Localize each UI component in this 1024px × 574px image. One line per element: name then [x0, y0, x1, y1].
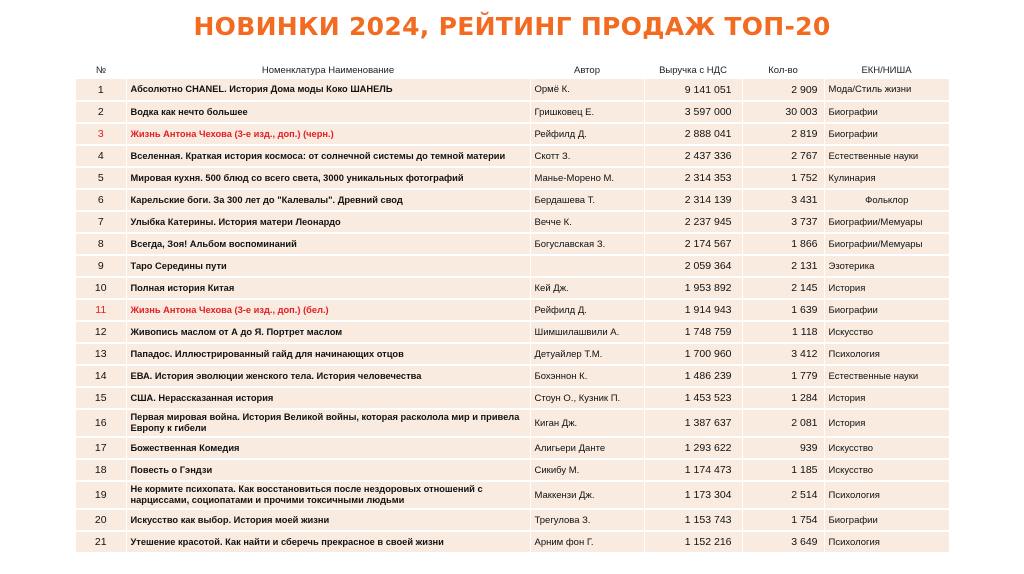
row-niche: Биографии	[824, 299, 949, 321]
row-number: 7	[76, 211, 126, 233]
row-number: 16	[76, 409, 126, 437]
row-quantity: 3 431	[742, 189, 824, 211]
row-title: Абсолютно CHANEL. История Дома моды Коко ШАНЕЛЬ	[126, 79, 530, 101]
row-number: 20	[76, 509, 126, 531]
page-title: НОВИНКИ 2024, РЕЙТИНГ ПРОДАЖ ТОП-20	[193, 12, 831, 41]
table-row	[76, 321, 949, 343]
row-revenue: 1 700 960	[644, 343, 742, 365]
row-title: Божественная Комедия	[126, 437, 530, 459]
row-quantity: 3 737	[742, 211, 824, 233]
row-niche: Биографии	[824, 123, 949, 145]
table-row	[76, 211, 949, 233]
table-row	[76, 145, 949, 167]
table-body	[76, 79, 949, 553]
row-author: Богуславская З.	[530, 233, 644, 255]
table-row	[76, 481, 949, 509]
row-author: Скотт З.	[530, 145, 644, 167]
row-title: Утешение красотой. Как найти и сберечь прекрасное в своей жизни	[126, 531, 530, 553]
row-quantity: 1 779	[742, 365, 824, 387]
row-number: 4	[76, 145, 126, 167]
row-author: Киган Дж.	[530, 409, 644, 437]
row-niche: История	[824, 387, 949, 409]
header-qty: Кол-во	[742, 62, 824, 79]
row-quantity: 2 514	[742, 481, 824, 509]
row-number: 17	[76, 437, 126, 459]
row-quantity: 1 284	[742, 387, 824, 409]
row-quantity: 2 909	[742, 79, 824, 101]
row-number: 12	[76, 321, 126, 343]
row-quantity: 1 118	[742, 321, 824, 343]
row-revenue: 2 174 567	[644, 233, 742, 255]
row-quantity: 1 639	[742, 299, 824, 321]
table-row	[76, 343, 949, 365]
row-revenue: 1 387 637	[644, 409, 742, 437]
row-author: Бохэннон К.	[530, 365, 644, 387]
table-row	[76, 233, 949, 255]
row-title: Мировая кухня. 500 блюд со всего света, 3000 уникальных фотографий	[126, 167, 530, 189]
row-number: 11	[76, 299, 126, 321]
row-author: Арним фон Г.	[530, 531, 644, 553]
row-number: 6	[76, 189, 126, 211]
row-revenue: 2 314 139	[644, 189, 742, 211]
row-revenue: 1 748 759	[644, 321, 742, 343]
row-author: Кей Дж.	[530, 277, 644, 299]
row-quantity: 2 145	[742, 277, 824, 299]
row-revenue: 1 153 743	[644, 509, 742, 531]
row-quantity: 939	[742, 437, 824, 459]
row-title: Жизнь Антона Чехова (3-е изд., доп.) (черн.)	[126, 123, 530, 145]
table-row	[76, 167, 949, 189]
row-quantity: 2 767	[742, 145, 824, 167]
row-title: Повесть о Гэндзи	[126, 459, 530, 481]
row-quantity: 2 081	[742, 409, 824, 437]
row-author: Стоун О., Кузник П.	[530, 387, 644, 409]
row-number: 1	[76, 79, 126, 101]
row-title: Таро Середины пути	[126, 255, 530, 277]
table-row	[76, 409, 949, 437]
table-row	[76, 387, 949, 409]
row-quantity: 2 819	[742, 123, 824, 145]
row-niche: Искусство	[824, 459, 949, 481]
row-revenue: 2 437 336	[644, 145, 742, 167]
row-revenue: 2 314 353	[644, 167, 742, 189]
row-author: Манье-Морено М.	[530, 167, 644, 189]
header-num: №	[76, 62, 126, 79]
row-revenue: 9 141 051	[644, 79, 742, 101]
row-title: Не кормите психопата. Как восстановиться после нездоровых отношений с нарциссами, социопатами и прочими токсичными людьми	[126, 481, 530, 509]
row-niche: Психология	[824, 343, 949, 365]
row-title: Вселенная. Краткая история космоса: от солнечной системы до темной материи	[126, 145, 530, 167]
row-number: 15	[76, 387, 126, 409]
row-revenue: 1 173 304	[644, 481, 742, 509]
row-number: 19	[76, 481, 126, 509]
row-title: Живопись маслом от А до Я. Портрет маслом	[126, 321, 530, 343]
row-title: Карельские боги. За 300 лет до "Калевалы". Древний свод	[126, 189, 530, 211]
header-niche: ЕКН/НИША	[824, 62, 949, 79]
row-author: Маккензи Дж.	[530, 481, 644, 509]
row-title: Полная история Китая	[126, 277, 530, 299]
row-author: Гришковец Е.	[530, 101, 644, 123]
row-title: Улыбка Катерины. История матери Леонардо	[126, 211, 530, 233]
row-title: Жизнь Антона Чехова (3-е изд., доп.) (бел.)	[126, 299, 530, 321]
row-number: 18	[76, 459, 126, 481]
row-niche: Психология	[824, 481, 949, 509]
row-title: Искусство как выбор. История моей жизни	[126, 509, 530, 531]
row-title: Пападос. Иллюстрированный гайд для начинающих отцов	[126, 343, 530, 365]
row-quantity: 1 754	[742, 509, 824, 531]
row-niche: Биографии/Мемуары	[824, 211, 949, 233]
row-author: Сикибу М.	[530, 459, 644, 481]
row-number: 14	[76, 365, 126, 387]
row-revenue: 1 486 239	[644, 365, 742, 387]
row-revenue: 1 453 523	[644, 387, 742, 409]
row-niche: Искусство	[824, 437, 949, 459]
row-author: Рейфилд Д.	[530, 123, 644, 145]
row-author	[530, 255, 644, 277]
header-name: Номенклатура Наименование	[126, 62, 530, 79]
table-row	[76, 365, 949, 387]
row-title: ЕВА. История эволюции женского тела. История человечества	[126, 365, 530, 387]
row-author: Детуайлер Т.М.	[530, 343, 644, 365]
table-row	[76, 437, 949, 459]
row-revenue: 2 237 945	[644, 211, 742, 233]
row-quantity: 1 752	[742, 167, 824, 189]
table-header	[76, 62, 949, 79]
table-row	[76, 79, 949, 101]
table-row	[76, 277, 949, 299]
row-niche: Биографии	[824, 101, 949, 123]
row-revenue: 2 888 041	[644, 123, 742, 145]
table-row	[76, 459, 949, 481]
table-row	[76, 531, 949, 553]
row-quantity: 1 866	[742, 233, 824, 255]
row-revenue: 3 597 000	[644, 101, 742, 123]
table-row	[76, 509, 949, 531]
row-number: 3	[76, 123, 126, 145]
row-quantity: 3 412	[742, 343, 824, 365]
table-row	[76, 123, 949, 145]
row-niche: Психология	[824, 531, 949, 553]
row-niche: История	[824, 277, 949, 299]
row-title: США. Нерассказанная история	[126, 387, 530, 409]
row-niche: Кулинария	[824, 167, 949, 189]
row-revenue: 1 174 473	[644, 459, 742, 481]
row-niche: Естественные науки	[824, 365, 949, 387]
table-row	[76, 299, 949, 321]
row-revenue: 1 293 622	[644, 437, 742, 459]
header-revenue: Выручка с НДС	[644, 62, 742, 79]
row-number: 8	[76, 233, 126, 255]
row-author: Шимшилашвили А.	[530, 321, 644, 343]
header-author: Автор	[530, 62, 644, 79]
row-quantity: 30 003	[742, 101, 824, 123]
row-niche: Биографии/Мемуары	[824, 233, 949, 255]
row-revenue: 1 152 216	[644, 531, 742, 553]
row-quantity: 2 131	[742, 255, 824, 277]
row-revenue: 2 059 364	[644, 255, 742, 277]
row-author: Трегулова З.	[530, 509, 644, 531]
row-number: 9	[76, 255, 126, 277]
row-author: Бердашева Т.	[530, 189, 644, 211]
sales-ranking-table	[76, 62, 949, 554]
row-niche: История	[824, 409, 949, 437]
row-title: Водка как нечто большее	[126, 101, 530, 123]
row-niche: Естественные науки	[824, 145, 949, 167]
row-quantity: 3 649	[742, 531, 824, 553]
row-title: Всегда, Зоя! Альбом воспоминаний	[126, 233, 530, 255]
row-niche: Эзотерика	[824, 255, 949, 277]
row-author: Рейфилд Д.	[530, 299, 644, 321]
row-number: 2	[76, 101, 126, 123]
row-title: Первая мировая война. История Великой войны, которая расколола мир и привела Европу к гибели	[126, 409, 530, 437]
row-number: 13	[76, 343, 126, 365]
row-quantity: 1 185	[742, 459, 824, 481]
row-niche: Фольклор	[824, 189, 949, 211]
row-revenue: 1 953 892	[644, 277, 742, 299]
row-number: 10	[76, 277, 126, 299]
row-author: Ормё К.	[530, 79, 644, 101]
table-row	[76, 101, 949, 123]
row-author: Вечче К.	[530, 211, 644, 233]
row-number: 21	[76, 531, 126, 553]
row-revenue: 1 914 943	[644, 299, 742, 321]
table-row	[76, 255, 949, 277]
row-niche: Мода/Стиль жизни	[824, 79, 949, 101]
row-niche: Биографии	[824, 509, 949, 531]
row-author: Алигьери Данте	[530, 437, 644, 459]
row-niche: Искусство	[824, 321, 949, 343]
table-row	[76, 189, 949, 211]
row-number: 5	[76, 167, 126, 189]
